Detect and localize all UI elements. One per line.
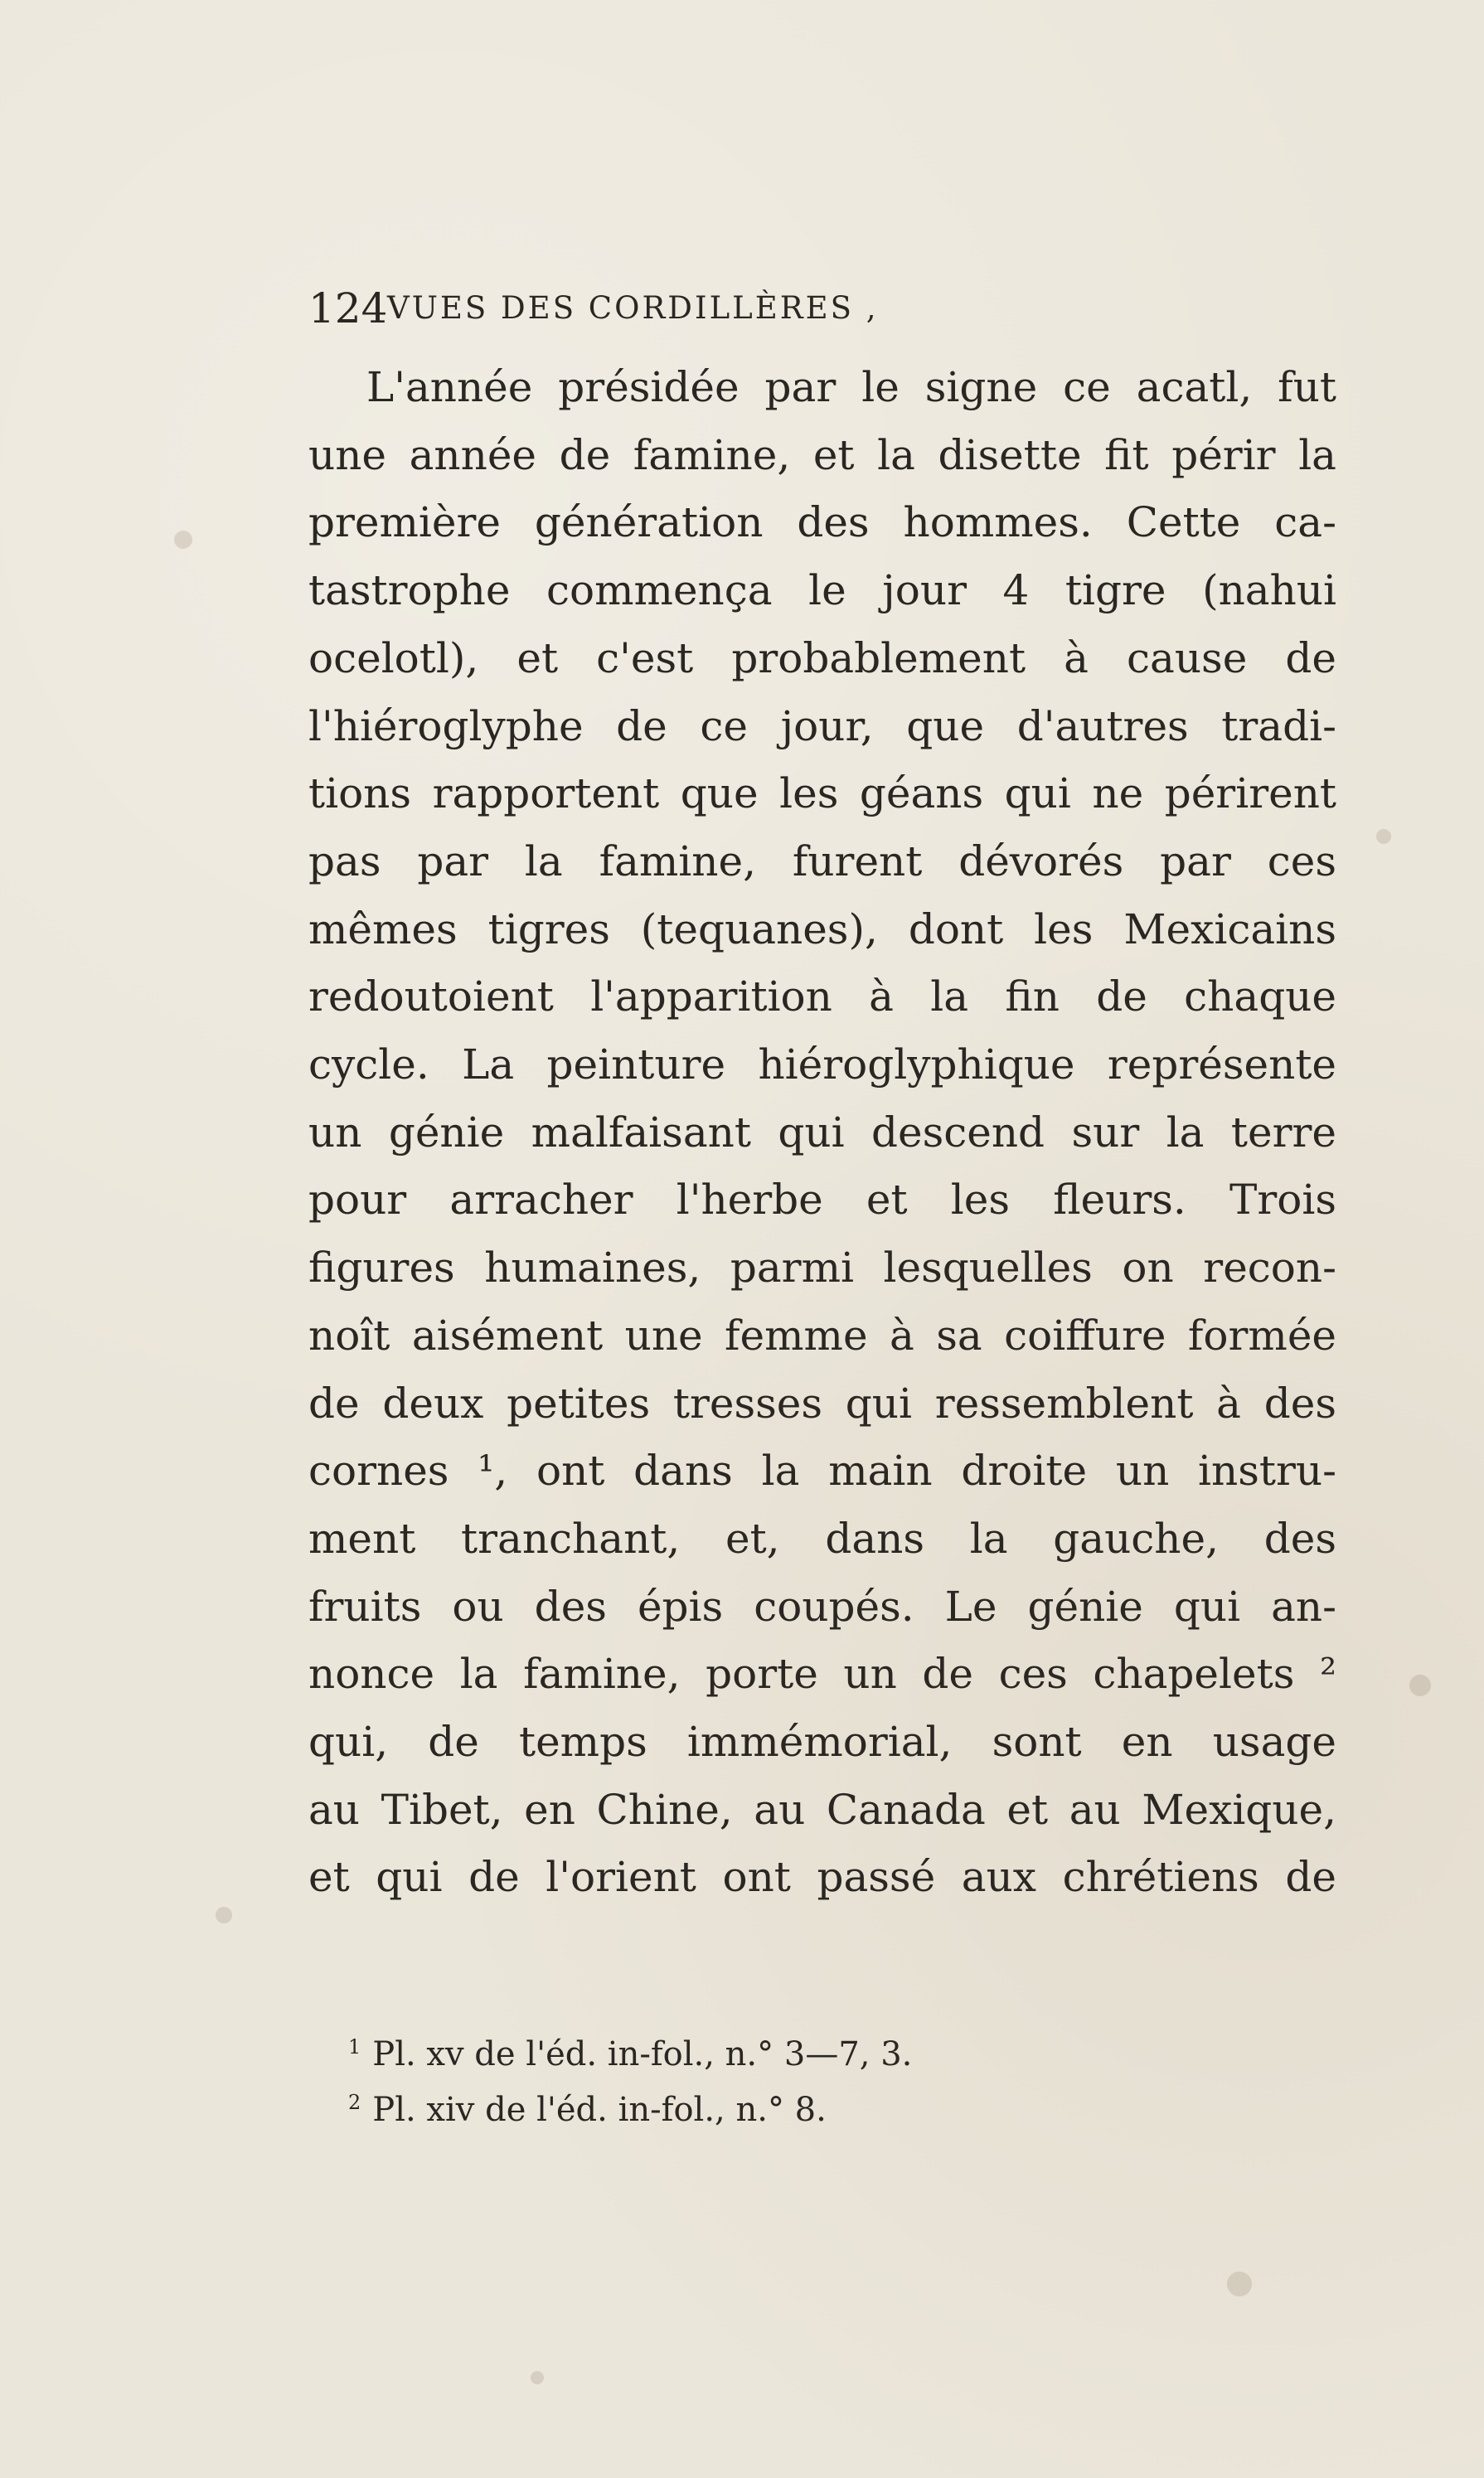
footnote: [348, 2023, 1260, 2078]
text-line: de deux petites tresses qui ressemblent à des: [308, 1379, 1336, 1428]
text-line: l'hiéroglyphe de ce jour, que d'autres tradi-: [308, 701, 1336, 750]
footnote-text: Pl. xv de l'éd. in-fol., n.° 3—7, 3.: [372, 2035, 913, 2073]
text-line: cornes ¹, ont dans la main droite un instru-: [308, 1447, 1336, 1496]
footnote-mark: 1: [348, 2035, 361, 2059]
text-line: figures humaines, parmi lesquelles on recon-: [308, 1244, 1336, 1292]
text-line: au Tibet, en Chine, au Canada et au Mexique,: [308, 1785, 1336, 1834]
footnote-mark: 2: [348, 2091, 361, 2114]
foxing-spot: [174, 531, 192, 549]
foxing-spot: [1409, 1675, 1431, 1696]
foxing-spot: [1376, 829, 1391, 844]
text-line: première génération des hommes. Cette ca-: [308, 498, 1336, 547]
text-line: fruits ou des épis coupés. Le génie qui an-: [308, 1582, 1336, 1631]
footnote-text: Pl. xiv de l'éd. in-fol., n.° 8.: [372, 2091, 827, 2129]
foxing-spot: [1227, 2272, 1252, 2296]
page-number: 124: [308, 284, 388, 332]
text-line: un génie malfaisant qui descend sur la terre: [308, 1108, 1336, 1157]
footnotes: [348, 2023, 1260, 2134]
text-line: noît aisément une femme à sa coiffure formée: [308, 1311, 1336, 1360]
text-line: et qui de l'orient ont passé aux chrétiens de: [308, 1853, 1336, 1902]
text-line: pour arracher l'herbe et les fleurs. Trois: [308, 1176, 1336, 1224]
text-line: pas par la famine, furent dévorés par ces: [308, 837, 1336, 885]
text-line: L'année présidée par le signe ce acatl, fut: [366, 363, 1336, 411]
foxing-spot: [216, 1907, 232, 1923]
text-line: tastrophe commença le jour 4 tigre (nahui: [308, 566, 1336, 615]
body-text: [308, 354, 1336, 1912]
footnote: [348, 2078, 1260, 2134]
text-line: une année de famine, et la disette fit périr la: [308, 430, 1336, 479]
text-line: qui, de temps immémorial, sont en usage: [308, 1718, 1336, 1767]
text-line: nonce la famine, porte un de ces chapelets ²: [308, 1650, 1336, 1699]
text-line: mêmes tigres (tequanes), dont les Mexicains: [308, 904, 1336, 953]
text-line: ment tranchant, et, dans la gauche, des: [308, 1514, 1336, 1563]
page-header: [308, 284, 1336, 333]
running-title: VUES DES CORDILLÈRES ,: [387, 290, 879, 326]
foxing-spot: [531, 2371, 544, 2384]
text-line: cycle. La peinture hiéroglyphique représente: [308, 1040, 1336, 1089]
text-line: tions rapportent que les géans qui ne périrent: [308, 769, 1336, 818]
text-line: ocelotl), et c'est probablement à cause de: [308, 633, 1336, 682]
text-line: redoutoient l'apparition à la fin de chaque: [308, 972, 1336, 1021]
